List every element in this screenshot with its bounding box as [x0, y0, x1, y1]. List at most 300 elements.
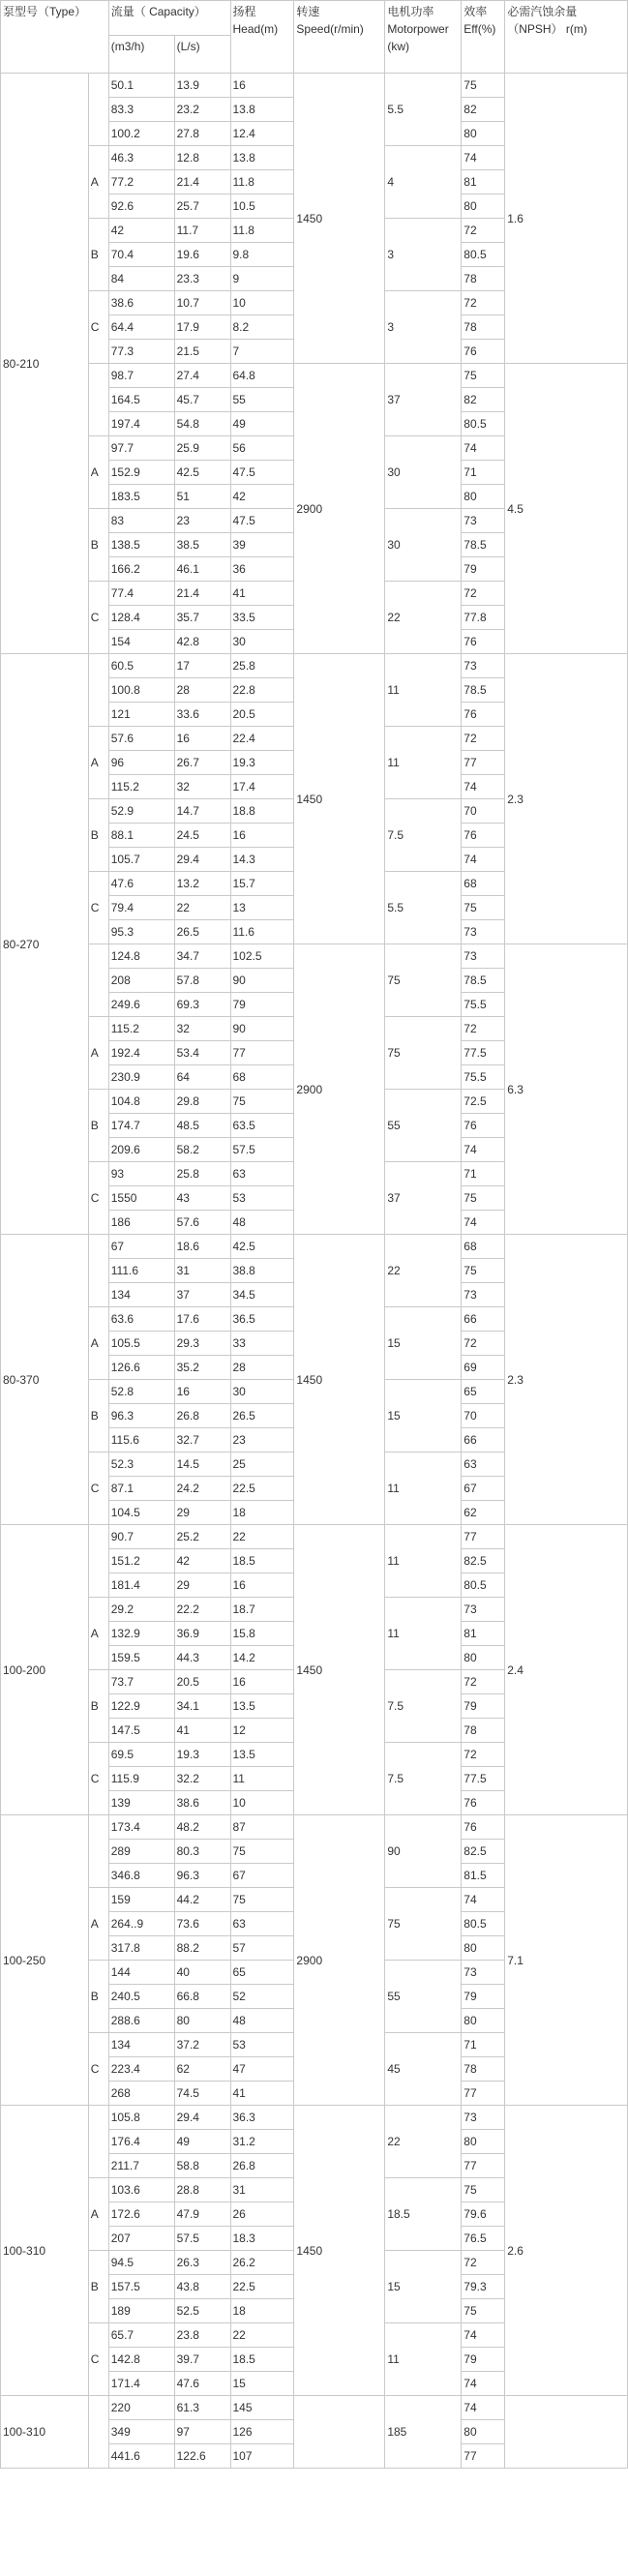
efficiency-cell: 65	[462, 1380, 505, 1404]
variant-code-cell: B	[88, 1380, 108, 1453]
capacity-m3h-cell: 230.9	[108, 1065, 174, 1090]
motor-power-cell: 11	[385, 654, 462, 727]
head-cell: 57.5	[230, 1138, 294, 1162]
efficiency-cell: 72	[462, 727, 505, 751]
efficiency-cell: 73	[462, 654, 505, 678]
efficiency-cell: 80.5	[462, 1912, 505, 1936]
capacity-m3h-cell: 57.6	[108, 727, 174, 751]
efficiency-cell: 71	[462, 1162, 505, 1186]
efficiency-cell: 73	[462, 509, 505, 533]
efficiency-cell: 77	[462, 2444, 505, 2469]
head-cell: 11.6	[230, 920, 294, 944]
capacity-m3h-cell: 171.4	[108, 2372, 174, 2396]
head-cell: 15	[230, 2372, 294, 2396]
efficiency-cell: 80	[462, 122, 505, 146]
capacity-ls-cell: 21.4	[174, 170, 230, 195]
capacity-m3h-cell: 223.4	[108, 2057, 174, 2082]
efficiency-cell: 79.3	[462, 2275, 505, 2299]
capacity-m3h-cell: 134	[108, 1283, 174, 1307]
variant-code-cell	[88, 1525, 108, 1598]
motor-power-cell: 3	[385, 291, 462, 364]
header-efficiency: 效率 Eff(%)	[462, 1, 505, 74]
capacity-ls-cell: 26.5	[174, 920, 230, 944]
efficiency-cell: 63	[462, 1453, 505, 1477]
head-cell: 55	[230, 388, 294, 412]
efficiency-cell: 75	[462, 364, 505, 388]
capacity-ls-cell: 14.7	[174, 799, 230, 824]
efficiency-cell: 75	[462, 74, 505, 98]
capacity-ls-cell: 21.5	[174, 340, 230, 364]
head-cell: 30	[230, 630, 294, 654]
head-cell: 57	[230, 1936, 294, 1961]
capacity-ls-cell: 23.8	[174, 2323, 230, 2348]
variant-code-cell	[88, 944, 108, 1017]
capacity-ls-cell: 23.3	[174, 267, 230, 291]
capacity-m3h-cell: 46.3	[108, 146, 174, 170]
capacity-m3h-cell: 159.5	[108, 1646, 174, 1670]
head-cell: 16	[230, 1670, 294, 1694]
efficiency-cell: 73	[462, 944, 505, 969]
capacity-ls-cell: 35.2	[174, 1356, 230, 1380]
capacity-m3h-cell: 50.1	[108, 74, 174, 98]
head-cell: 107	[230, 2444, 294, 2469]
head-cell: 79	[230, 993, 294, 1017]
head-cell: 14.2	[230, 1646, 294, 1670]
head-cell: 145	[230, 2396, 294, 2420]
efficiency-cell: 72	[462, 1670, 505, 1694]
head-cell: 53	[230, 2033, 294, 2057]
efficiency-cell: 77.5	[462, 1767, 505, 1791]
head-cell: 56	[230, 436, 294, 461]
capacity-ls-cell: 17.9	[174, 315, 230, 340]
efficiency-cell: 81	[462, 170, 505, 195]
capacity-ls-cell: 42.8	[174, 630, 230, 654]
model-cell: 100-310	[1, 2106, 89, 2396]
capacity-ls-cell: 47.9	[174, 2202, 230, 2227]
motor-power-cell: 55	[385, 1090, 462, 1162]
efficiency-cell: 73	[462, 2106, 505, 2130]
motor-power-cell: 7.5	[385, 1670, 462, 1743]
head-cell: 20.5	[230, 703, 294, 727]
head-cell: 26.5	[230, 1404, 294, 1428]
head-cell: 18.5	[230, 1549, 294, 1573]
capacity-ls-cell: 40	[174, 1961, 230, 1985]
capacity-ls-cell: 44.2	[174, 1888, 230, 1912]
capacity-ls-cell: 23	[174, 509, 230, 533]
capacity-ls-cell: 52.5	[174, 2299, 230, 2323]
speed-cell: 1450	[294, 1235, 385, 1525]
capacity-m3h-cell: 349	[108, 2420, 174, 2444]
header-motor-power: 电机功率 Motorpower (kw)	[385, 1, 462, 74]
efficiency-cell: 80	[462, 2009, 505, 2033]
capacity-m3h-cell: 64.4	[108, 315, 174, 340]
capacity-m3h-cell: 60.5	[108, 654, 174, 678]
capacity-ls-cell: 24.2	[174, 1477, 230, 1501]
capacity-m3h-cell: 83	[108, 509, 174, 533]
capacity-ls-cell: 33.6	[174, 703, 230, 727]
capacity-m3h-cell: 73.7	[108, 1670, 174, 1694]
capacity-m3h-cell: 126.6	[108, 1356, 174, 1380]
capacity-m3h-cell: 138.5	[108, 533, 174, 557]
head-cell: 16	[230, 74, 294, 98]
capacity-ls-cell: 43.8	[174, 2275, 230, 2299]
head-cell: 10	[230, 1791, 294, 1815]
capacity-m3h-cell: 183.5	[108, 485, 174, 509]
capacity-ls-cell: 57.8	[174, 969, 230, 993]
efficiency-cell: 68	[462, 872, 505, 896]
efficiency-cell: 75.5	[462, 993, 505, 1017]
motor-power-cell: 37	[385, 364, 462, 436]
variant-code-cell: B	[88, 2251, 108, 2323]
capacity-ls-cell: 29.3	[174, 1332, 230, 1356]
efficiency-cell: 74	[462, 848, 505, 872]
capacity-ls-cell: 64	[174, 1065, 230, 1090]
npsh-cell: 2.3	[505, 654, 628, 944]
variant-code-cell: A	[88, 2178, 108, 2251]
efficiency-cell: 78	[462, 267, 505, 291]
capacity-m3h-cell: 104.8	[108, 1090, 174, 1114]
variant-code-cell: C	[88, 1453, 108, 1525]
efficiency-cell: 79	[462, 1694, 505, 1719]
efficiency-cell: 80	[462, 2130, 505, 2154]
efficiency-cell: 70	[462, 1404, 505, 1428]
capacity-m3h-cell: 79.4	[108, 896, 174, 920]
model-cell: 100-250	[1, 1815, 89, 2106]
capacity-ls-cell: 96.3	[174, 1864, 230, 1888]
motor-power-cell: 11	[385, 1453, 462, 1525]
efficiency-cell: 76	[462, 630, 505, 654]
motor-power-cell: 30	[385, 509, 462, 582]
head-cell: 126	[230, 2420, 294, 2444]
head-cell: 26.8	[230, 2154, 294, 2178]
capacity-ls-cell: 29	[174, 1501, 230, 1525]
capacity-m3h-cell: 211.7	[108, 2154, 174, 2178]
capacity-m3h-cell: 84	[108, 267, 174, 291]
capacity-ls-cell: 41	[174, 1719, 230, 1743]
motor-power-cell: 11	[385, 2323, 462, 2396]
efficiency-cell: 76	[462, 703, 505, 727]
efficiency-cell: 74	[462, 1211, 505, 1235]
capacity-m3h-cell: 159	[108, 1888, 174, 1912]
motor-power-cell: 75	[385, 1017, 462, 1090]
head-cell: 75	[230, 1840, 294, 1864]
variant-code-cell: B	[88, 1670, 108, 1743]
head-cell: 68	[230, 1065, 294, 1090]
efficiency-cell: 74	[462, 775, 505, 799]
capacity-ls-cell: 38.6	[174, 1791, 230, 1815]
capacity-ls-cell: 73.6	[174, 1912, 230, 1936]
efficiency-cell: 80	[462, 195, 505, 219]
head-cell: 31	[230, 2178, 294, 2202]
npsh-cell: 1.6	[505, 74, 628, 364]
capacity-ls-cell: 13.9	[174, 74, 230, 98]
capacity-ls-cell: 46.1	[174, 557, 230, 582]
variant-code-cell: C	[88, 2033, 108, 2106]
capacity-ls-cell: 57.6	[174, 1211, 230, 1235]
efficiency-cell: 76	[462, 1114, 505, 1138]
head-cell: 12	[230, 1719, 294, 1743]
efficiency-cell: 66	[462, 1307, 505, 1332]
variant-code-cell: A	[88, 1598, 108, 1670]
capacity-m3h-cell: 151.2	[108, 1549, 174, 1573]
efficiency-cell: 78.5	[462, 969, 505, 993]
capacity-m3h-cell: 65.7	[108, 2323, 174, 2348]
capacity-m3h-cell: 115.2	[108, 775, 174, 799]
capacity-ls-cell: 25.9	[174, 436, 230, 461]
variant-code-cell: A	[88, 1888, 108, 1961]
head-cell: 19.3	[230, 751, 294, 775]
head-cell: 30	[230, 1380, 294, 1404]
efficiency-cell: 77	[462, 2082, 505, 2106]
efficiency-cell: 76	[462, 340, 505, 364]
efficiency-cell: 79	[462, 1985, 505, 2009]
speed-cell	[294, 2396, 385, 2469]
capacity-ls-cell: 38.5	[174, 533, 230, 557]
capacity-m3h-cell: 77.4	[108, 582, 174, 606]
capacity-m3h-cell: 144	[108, 1961, 174, 1985]
motor-power-cell: 75	[385, 944, 462, 1017]
head-cell: 36.3	[230, 2106, 294, 2130]
table-row	[1, 2396, 628, 2420]
efficiency-cell: 76	[462, 1791, 505, 1815]
head-cell: 23	[230, 1428, 294, 1453]
capacity-m3h-cell: 52.3	[108, 1453, 174, 1477]
head-cell: 8.2	[230, 315, 294, 340]
efficiency-cell: 75	[462, 2299, 505, 2323]
efficiency-cell: 82	[462, 98, 505, 122]
capacity-ls-cell: 20.5	[174, 1670, 230, 1694]
head-cell: 87	[230, 1815, 294, 1840]
capacity-m3h-cell: 77.2	[108, 170, 174, 195]
capacity-ls-cell: 61.3	[174, 2396, 230, 2420]
capacity-m3h-cell: 103.6	[108, 2178, 174, 2202]
variant-code-cell: C	[88, 291, 108, 364]
efficiency-cell: 72	[462, 582, 505, 606]
efficiency-cell: 72	[462, 1017, 505, 1041]
efficiency-cell: 70	[462, 799, 505, 824]
head-cell: 16	[230, 824, 294, 848]
head-cell: 10	[230, 291, 294, 315]
efficiency-cell: 77.5	[462, 1041, 505, 1065]
efficiency-cell: 75	[462, 1259, 505, 1283]
table-row	[1, 1235, 628, 1259]
capacity-m3h-cell: 115.2	[108, 1017, 174, 1041]
efficiency-cell: 67	[462, 1477, 505, 1501]
capacity-ls-cell: 14.5	[174, 1453, 230, 1477]
capacity-ls-cell: 32	[174, 1017, 230, 1041]
head-cell: 47	[230, 2057, 294, 2082]
head-cell: 26.2	[230, 2251, 294, 2275]
efficiency-cell: 78.5	[462, 533, 505, 557]
efficiency-cell: 80	[462, 2420, 505, 2444]
npsh-cell	[505, 2396, 628, 2469]
capacity-m3h-cell: 100.8	[108, 678, 174, 703]
capacity-ls-cell: 80.3	[174, 1840, 230, 1864]
efficiency-cell: 73	[462, 1283, 505, 1307]
capacity-m3h-cell: 154	[108, 630, 174, 654]
table-row	[1, 74, 628, 98]
variant-code-cell: C	[88, 1743, 108, 1815]
capacity-ls-cell: 29	[174, 1573, 230, 1598]
capacity-ls-cell: 29.8	[174, 1090, 230, 1114]
capacity-ls-cell: 34.1	[174, 1694, 230, 1719]
efficiency-cell: 78	[462, 2057, 505, 2082]
capacity-m3h-cell: 164.5	[108, 388, 174, 412]
capacity-ls-cell: 25.2	[174, 1525, 230, 1549]
capacity-ls-cell: 26.3	[174, 2251, 230, 2275]
capacity-ls-cell: 35.7	[174, 606, 230, 630]
variant-code-cell	[88, 2106, 108, 2178]
motor-power-cell: 185	[385, 2396, 462, 2469]
capacity-m3h-cell: 63.6	[108, 1307, 174, 1332]
efficiency-cell: 74	[462, 1138, 505, 1162]
head-cell: 52	[230, 1985, 294, 2009]
head-cell: 25.8	[230, 654, 294, 678]
capacity-m3h-cell: 124.8	[108, 944, 174, 969]
capacity-ls-cell: 31	[174, 1259, 230, 1283]
head-cell: 31.2	[230, 2130, 294, 2154]
capacity-m3h-cell: 52.9	[108, 799, 174, 824]
efficiency-cell: 80	[462, 485, 505, 509]
head-cell: 67	[230, 1864, 294, 1888]
capacity-ls-cell: 37	[174, 1283, 230, 1307]
capacity-m3h-cell: 173.4	[108, 1815, 174, 1840]
efficiency-cell: 76	[462, 824, 505, 848]
motor-power-cell: 7.5	[385, 799, 462, 872]
capacity-m3h-cell: 83.3	[108, 98, 174, 122]
capacity-ls-cell: 51	[174, 485, 230, 509]
capacity-ls-cell: 26.7	[174, 751, 230, 775]
capacity-m3h-cell: 38.6	[108, 291, 174, 315]
head-cell: 26	[230, 2202, 294, 2227]
capacity-m3h-cell: 209.6	[108, 1138, 174, 1162]
head-cell: 15.7	[230, 872, 294, 896]
capacity-ls-cell: 32	[174, 775, 230, 799]
efficiency-cell: 68	[462, 1235, 505, 1259]
speed-cell: 2900	[294, 1815, 385, 2106]
header-npsh: 必需汽蚀余量 （NPSH） r(m)	[505, 1, 628, 74]
efficiency-cell: 78	[462, 1719, 505, 1743]
head-cell: 14.3	[230, 848, 294, 872]
capacity-ls-cell: 19.6	[174, 243, 230, 267]
model-cell: 80-210	[1, 74, 89, 654]
capacity-ls-cell: 88.2	[174, 1936, 230, 1961]
capacity-m3h-cell: 90.7	[108, 1525, 174, 1549]
capacity-m3h-cell: 87.1	[108, 1477, 174, 1501]
table-row	[1, 2106, 628, 2130]
capacity-ls-cell: 29.4	[174, 848, 230, 872]
capacity-m3h-cell: 98.7	[108, 364, 174, 388]
npsh-cell: 4.5	[505, 364, 628, 654]
efficiency-cell: 79	[462, 557, 505, 582]
capacity-ls-cell: 24.5	[174, 824, 230, 848]
capacity-ls-cell: 22.2	[174, 1598, 230, 1622]
speed-cell: 1450	[294, 654, 385, 944]
table-row	[1, 1815, 628, 1840]
efficiency-cell: 72	[462, 1743, 505, 1767]
capacity-m3h-cell: 1550	[108, 1186, 174, 1211]
motor-power-cell: 7.5	[385, 1743, 462, 1815]
capacity-ls-cell: 13.2	[174, 872, 230, 896]
motor-power-cell: 22	[385, 2106, 462, 2178]
capacity-ls-cell: 27.4	[174, 364, 230, 388]
head-cell: 75	[230, 1888, 294, 1912]
capacity-ls-cell: 37.2	[174, 2033, 230, 2057]
capacity-m3h-cell: 288.6	[108, 2009, 174, 2033]
efficiency-cell: 74	[462, 2372, 505, 2396]
head-cell: 13.5	[230, 1743, 294, 1767]
capacity-ls-cell: 34.7	[174, 944, 230, 969]
capacity-m3h-cell: 70.4	[108, 243, 174, 267]
capacity-m3h-cell: 105.8	[108, 2106, 174, 2130]
head-cell: 12.4	[230, 122, 294, 146]
header-capacity-m3h: (m3/h)	[108, 36, 174, 74]
head-cell: 33.5	[230, 606, 294, 630]
efficiency-cell: 81	[462, 1622, 505, 1646]
head-cell: 41	[230, 582, 294, 606]
variant-code-cell: A	[88, 146, 108, 219]
capacity-ls-cell: 11.7	[174, 219, 230, 243]
head-cell: 7	[230, 340, 294, 364]
efficiency-cell: 77	[462, 751, 505, 775]
capacity-ls-cell: 74.5	[174, 2082, 230, 2106]
speed-cell: 2900	[294, 364, 385, 654]
efficiency-cell: 72	[462, 2251, 505, 2275]
efficiency-cell: 80	[462, 1646, 505, 1670]
head-cell: 18.8	[230, 799, 294, 824]
variant-code-cell: A	[88, 727, 108, 799]
capacity-m3h-cell: 115.9	[108, 1767, 174, 1791]
head-cell: 13	[230, 896, 294, 920]
capacity-ls-cell: 39.7	[174, 2348, 230, 2372]
variant-code-cell	[88, 2396, 108, 2469]
head-cell: 48	[230, 1211, 294, 1235]
motor-power-cell: 55	[385, 1961, 462, 2033]
capacity-m3h-cell: 67	[108, 1235, 174, 1259]
efficiency-cell: 82	[462, 388, 505, 412]
capacity-m3h-cell: 97.7	[108, 436, 174, 461]
efficiency-cell: 74	[462, 2323, 505, 2348]
efficiency-cell: 73	[462, 1598, 505, 1622]
motor-power-cell: 15	[385, 1307, 462, 1380]
capacity-m3h-cell: 174.7	[108, 1114, 174, 1138]
variant-code-cell	[88, 654, 108, 727]
head-cell: 28	[230, 1356, 294, 1380]
efficiency-cell: 71	[462, 2033, 505, 2057]
efficiency-cell: 78	[462, 315, 505, 340]
efficiency-cell: 80.5	[462, 412, 505, 436]
capacity-m3h-cell: 249.6	[108, 993, 174, 1017]
capacity-m3h-cell: 197.4	[108, 412, 174, 436]
variant-code-cell: C	[88, 2323, 108, 2396]
capacity-m3h-cell: 317.8	[108, 1936, 174, 1961]
capacity-m3h-cell: 139	[108, 1791, 174, 1815]
variant-code-cell	[88, 1235, 108, 1307]
capacity-ls-cell: 22	[174, 896, 230, 920]
efficiency-cell: 73	[462, 1961, 505, 1985]
capacity-m3h-cell: 207	[108, 2227, 174, 2251]
efficiency-cell: 81.5	[462, 1864, 505, 1888]
head-cell: 11	[230, 1767, 294, 1791]
capacity-m3h-cell: 186	[108, 1211, 174, 1235]
capacity-ls-cell: 80	[174, 2009, 230, 2033]
efficiency-cell: 72.5	[462, 1090, 505, 1114]
capacity-m3h-cell: 152.9	[108, 461, 174, 485]
head-cell: 90	[230, 1017, 294, 1041]
head-cell: 9.8	[230, 243, 294, 267]
capacity-ls-cell: 45.7	[174, 388, 230, 412]
efficiency-cell: 75	[462, 896, 505, 920]
